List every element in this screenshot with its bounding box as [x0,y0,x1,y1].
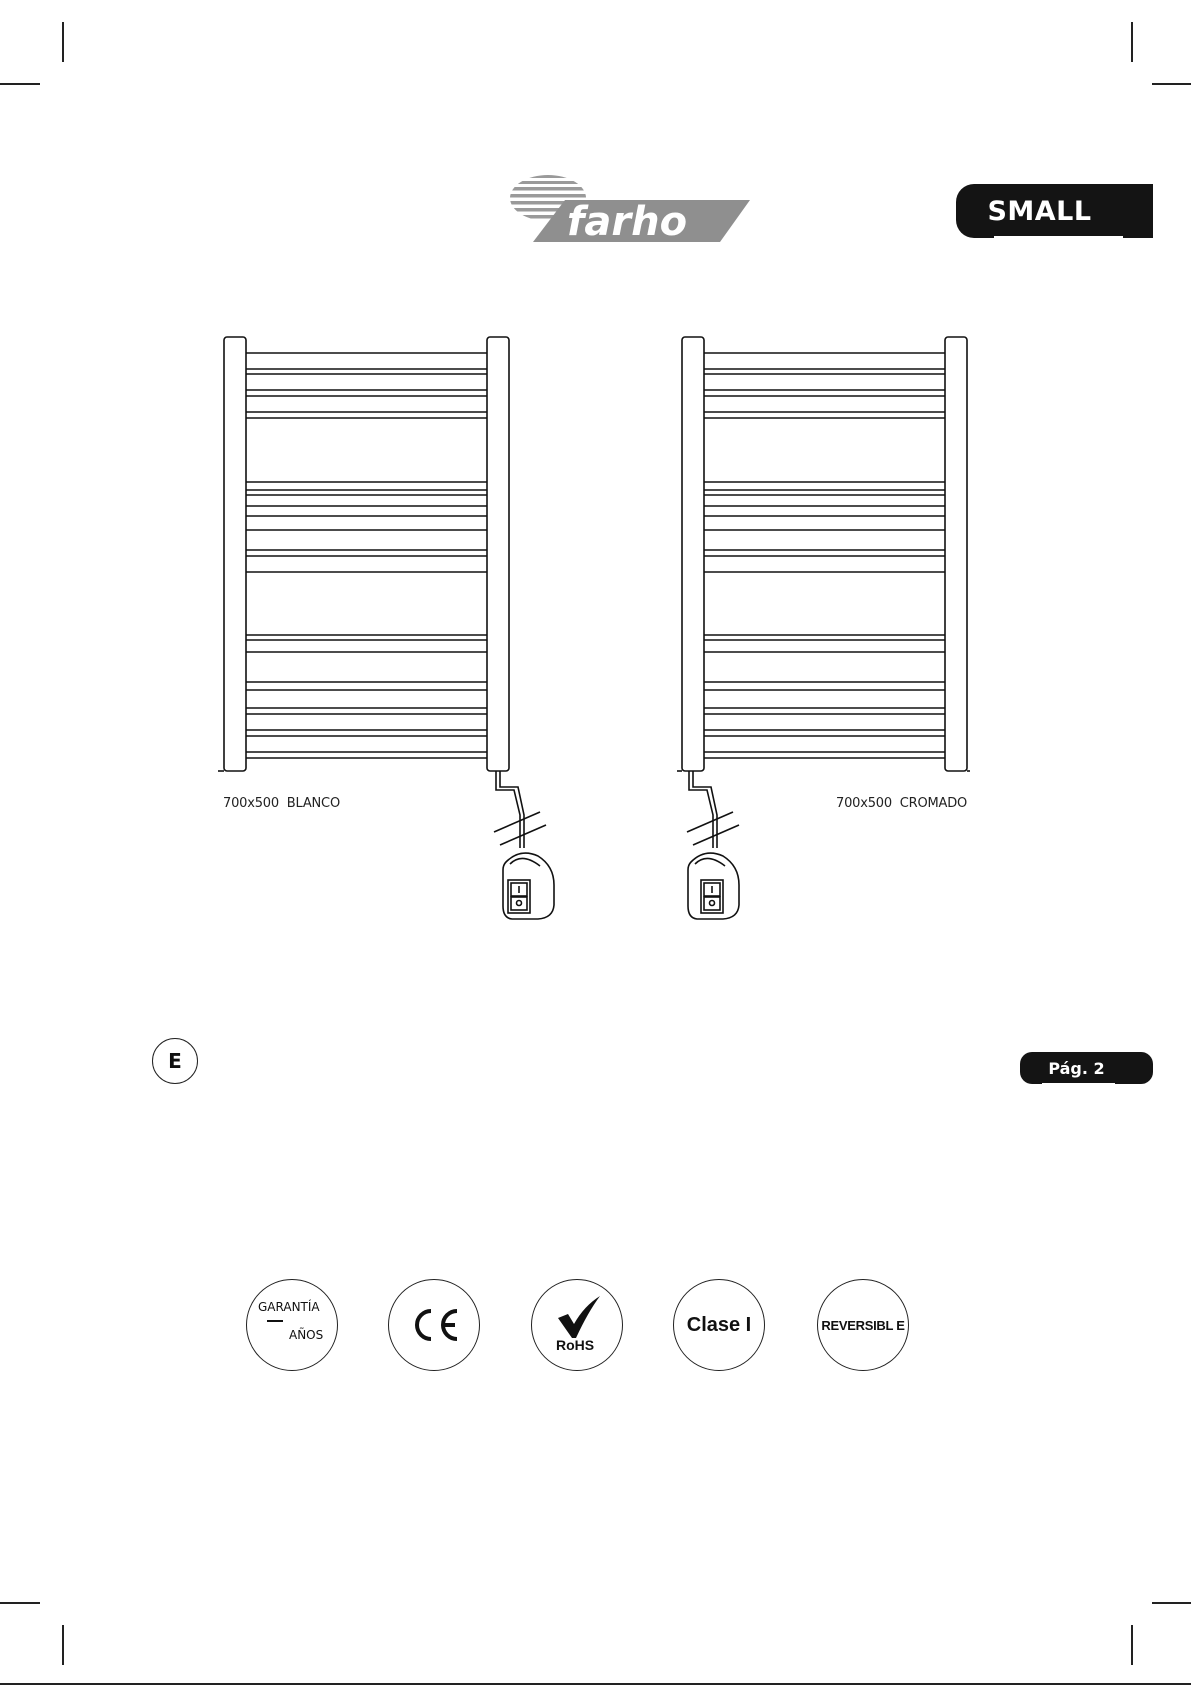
language-code: E [168,1049,182,1073]
warranty-years-label: AÑOS [289,1328,324,1342]
class-badge [673,1279,765,1371]
warranty-years-dash [267,1320,283,1322]
warranty-label: GARANTÍA [258,1300,320,1314]
reversible-label: REVERSIBL E [821,1317,905,1333]
page-label: Pág. 2 [1048,1058,1105,1078]
rohs-badge [531,1279,623,1371]
section-label: SMALL [987,195,1092,227]
rohs-label: RoHS [556,1337,595,1353]
warranty-badge [246,1279,338,1371]
class-label: Clase I [686,1313,752,1336]
page-number-tab [1020,1052,1153,1084]
checkmark-icon [550,1294,606,1340]
ce-badge [388,1279,480,1371]
brand-name: farho [567,199,688,245]
page-tab-underline [1042,1083,1115,1085]
right-towel-rail [677,337,970,919]
left-model-caption: 700x500 BLANCO [223,796,340,811]
reversible-badge [817,1279,909,1371]
left-towel-rail [218,337,554,919]
right-model-caption: 700x500 CROMADO [836,796,968,811]
language-badge [152,1038,198,1084]
ce-mark-icon [409,1305,461,1345]
